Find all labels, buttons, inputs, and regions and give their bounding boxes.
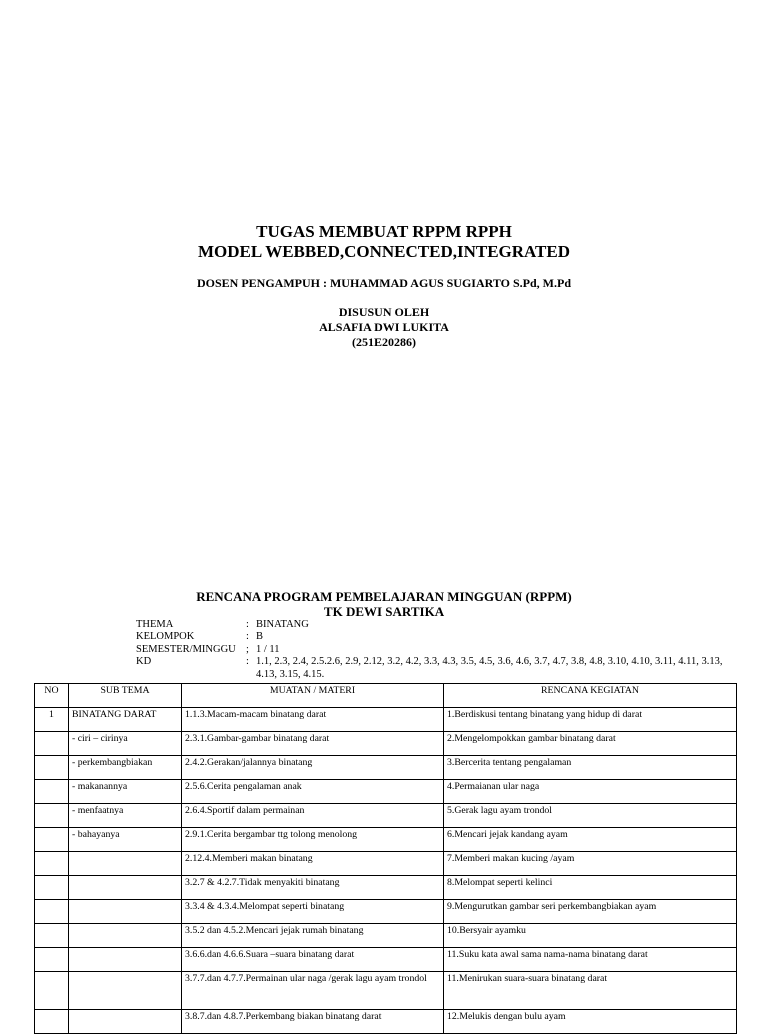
cell-no [35, 828, 69, 852]
cell-no [35, 924, 69, 948]
table-row [35, 948, 737, 972]
cell-no [35, 900, 69, 924]
cell-materi: 2.3.1.Gambar-gambar binatang darat [182, 732, 444, 756]
table-row [35, 852, 737, 876]
cell-materi: 2.4.2.Gerakan/jalannya binatang [182, 756, 444, 780]
cell-kegiatan: 11.Menirukan suara-suara binatang darat [444, 972, 737, 1010]
cell-no [35, 948, 69, 972]
info-label: KD [136, 656, 152, 668]
table-row [35, 972, 737, 1010]
disusun-label: DISUSUN OLEH [338, 305, 430, 319]
cell-kegiatan: 11.Suku kata awal sama nama-nama binatang darat [444, 948, 737, 972]
info-label: THEMA [136, 619, 174, 630]
table-row [35, 876, 737, 900]
cell-sub-tema: - makanannya [69, 780, 182, 804]
cell-materi: 2.12.4.Memberi makan binatang [182, 852, 444, 876]
cell-kegiatan: 4.Permaianan ular naga [444, 780, 737, 804]
cell-kegiatan: 10.Bersyair ayamku [444, 924, 737, 948]
cell-no [35, 876, 69, 900]
cell-sub-tema [69, 852, 182, 876]
cell-materi: 3.3.4 & 4.3.4.Melompat seperti binatang [182, 900, 444, 924]
info-label: KELOMPOK [136, 631, 195, 643]
header-rencana-kegiatan: RENCANA KEGIATAN [444, 684, 737, 708]
cell-no [35, 756, 69, 780]
cell-kegiatan: 1.Berdiskusi tentang binatang yang hidup di darat [444, 708, 737, 732]
cell-sub-tema [69, 876, 182, 900]
cell-materi: 2.6.4.Sportif dalam permainan [182, 804, 444, 828]
info-row-semester [136, 644, 732, 656]
header-no: NO [35, 684, 69, 708]
cell-materi: 3.6.6.dan 4.6.6.Suara –suara binatang darat [182, 948, 444, 972]
cell-sub-tema [69, 948, 182, 972]
cell-materi: 3.2.7 & 4.2.7.Tidak menyakiti binatang [182, 876, 444, 900]
cell-materi: 3.5.2 dan 4.5.2.Mencari jejak rumah binatang [182, 924, 444, 948]
cell-kegiatan: 3.Bercerita tentang pengalaman [444, 756, 737, 780]
cell-materi: 1.1.3.Macam-macam binatang darat [182, 708, 444, 732]
header-sub-tema: SUB TEMA [69, 684, 182, 708]
info-value: B [256, 631, 264, 643]
cell-sub-tema [69, 900, 182, 924]
table-row [35, 780, 737, 804]
cell-kegiatan: 8.Melompat seperti kelinci [444, 876, 737, 900]
cell-materi: 2.5.6.Cerita pengalaman anak [182, 780, 444, 804]
cell-kegiatan: 5.Gerak lagu ayam trondol [444, 804, 737, 828]
rppm-title: RENCANA PROGRAM PEMBELAJARAN MINGGUAN (RPPM) [196, 589, 572, 604]
cell-sub-tema [69, 1010, 182, 1034]
cell-no [35, 732, 69, 756]
table-header-row [35, 684, 737, 708]
cell-no [35, 972, 69, 1010]
info-label: SEMESTER/MINGGU [136, 643, 236, 655]
cell-no: 1 [35, 708, 69, 732]
author-id: (251E20286) [352, 335, 416, 349]
cell-kegiatan: 9.Mengurutkan gambar seri perkembangbiakan ayam [444, 900, 737, 924]
cell-kegiatan: 2.Mengelompokkan gambar binatang darat [444, 732, 737, 756]
cell-no [35, 780, 69, 804]
cell-no [35, 1010, 69, 1034]
info-row-kelompok [136, 631, 732, 643]
table-row [35, 756, 737, 780]
table-row [35, 708, 737, 732]
info-separator: : [246, 631, 249, 643]
table-row [35, 804, 737, 828]
cell-no [35, 804, 69, 828]
table-row [35, 924, 737, 948]
info-row-thema [136, 619, 732, 631]
cell-sub-tema: - ciri – cirinya [69, 732, 182, 756]
author-name: ALSAFIA DWI LUKITA [319, 320, 449, 334]
author-block [0, 305, 768, 350]
info-value: BINATANG [256, 619, 309, 630]
dosen-line: DOSEN PENGAMPUH : MUHAMMAD AGUS SUGIARTO S.Pd, M.Pd [196, 276, 572, 290]
info-value: 1 / 11 [256, 643, 280, 655]
info-row-kd [136, 656, 732, 681]
table-row [35, 828, 737, 852]
title-line-2: MODEL WEBBED,CONNECTED,INTEGRATED [197, 242, 571, 261]
cell-sub-tema [69, 972, 182, 1010]
table-row [35, 1010, 737, 1034]
rppm-heading [0, 589, 768, 619]
rppm-table [34, 683, 737, 1034]
cell-materi: 2.9.1.Cerita bergambar ttg tolong menolong [182, 828, 444, 852]
table-row [35, 732, 737, 756]
cell-sub-tema [69, 924, 182, 948]
cell-materi: 3.7.7.dan 4.7.7.Permainan ular naga /gerak lagu ayam trondol [182, 972, 444, 1010]
document-title [0, 222, 768, 262]
header-muatan-materi: MUATAN / MATERI [182, 684, 444, 708]
table-row [35, 900, 737, 924]
cell-sub-tema: BINATANG DARAT [69, 708, 182, 732]
info-separator: : [246, 656, 249, 668]
info-value: 1.1, 2.3, 2.4, 2.5.2.6, 2.9, 2.12, 3.2, 4.2, 3.3, 4.3, 3.5, 4.5, 3.6, 4.6, 3.7, 4.7, 3.8, 4.8, 3.10, 4.10, 3.11, 4.11, 3.13, 4.13, 3.15, 4.15. [256, 656, 723, 680]
cell-sub-tema: - bahayanya [69, 828, 182, 852]
cell-materi: 3.8.7.dan 4.8.7.Perkembang biakan binatang darat [182, 1010, 444, 1034]
cell-sub-tema: - menfaatnya [69, 804, 182, 828]
cell-sub-tema: - perkembangbiakan [69, 756, 182, 780]
school-name: TK DEWI SARTIKA [323, 604, 445, 619]
info-separator: : [246, 619, 249, 630]
rppm-info [136, 619, 732, 681]
cell-kegiatan: 6.Mencari jejak kandang ayam [444, 828, 737, 852]
cell-no [35, 852, 69, 876]
title-line-1: TUGAS MEMBUAT RPPM RPPH [256, 222, 512, 241]
info-separator: ; [246, 643, 249, 655]
cell-kegiatan: 7.Memberi makan kucing /ayam [444, 852, 737, 876]
cell-kegiatan: 12.Melukis dengan bulu ayam [444, 1010, 737, 1034]
